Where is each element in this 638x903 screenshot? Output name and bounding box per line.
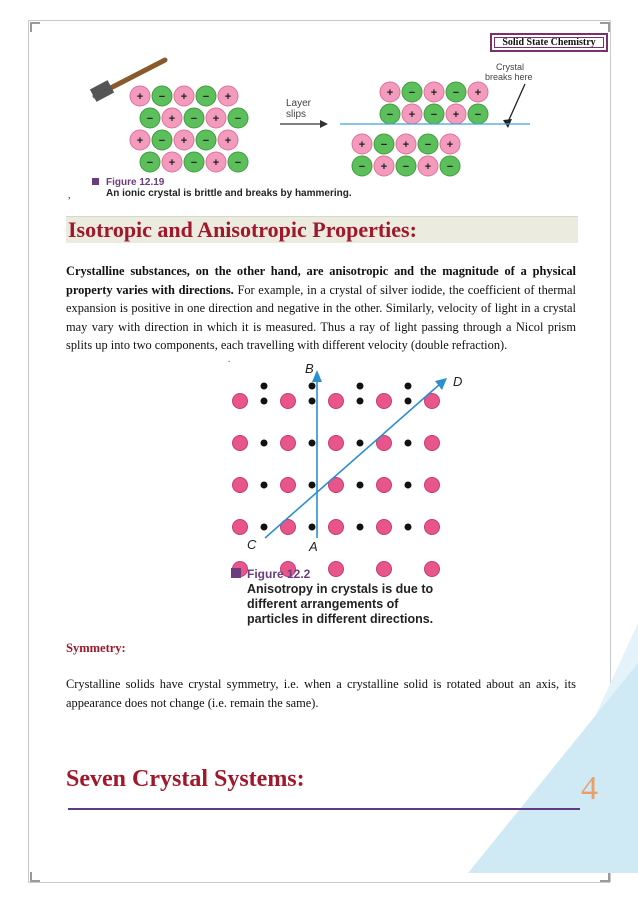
svg-text:+: +: [446, 139, 454, 151]
lattice-particle-pink: [377, 562, 392, 577]
ion-right: [380, 82, 400, 102]
frame-corner-bl: [30, 872, 40, 882]
ion-right: [446, 82, 466, 102]
ion-left: [152, 86, 172, 106]
ion-right: [424, 82, 444, 102]
svg-text:+: +: [136, 135, 144, 147]
svg-text:−: −: [408, 87, 416, 99]
lattice-particle-black: [357, 524, 364, 531]
ion-left: [184, 108, 204, 128]
right-ion-lattice: [352, 82, 488, 176]
lattice-particle-black: [309, 398, 316, 405]
ion-right: [468, 104, 488, 124]
figure-ionic-crystal: [68, 58, 540, 201]
svg-text:+: +: [168, 157, 176, 169]
ion-right: [468, 82, 488, 102]
figure-mid-caption-line3: particles in different directions.: [247, 612, 434, 626]
ion-right: [352, 156, 372, 176]
header-label: Solid State Chemistry: [502, 37, 596, 48]
frame-bottom-line: [28, 882, 610, 883]
figure-mid-caption-line2: different arrangements of: [247, 597, 399, 611]
ion-right: [380, 104, 400, 124]
ion-left: [196, 130, 216, 150]
lattice-particle-black: [261, 524, 268, 531]
lattice-particle-black: [261, 482, 268, 489]
ion-right: [402, 82, 422, 102]
ion-right: [402, 104, 422, 124]
ion-right: [396, 156, 416, 176]
svg-text:+: +: [402, 139, 410, 151]
break-arrow-line: [508, 84, 525, 122]
lattice-particle-black: [357, 383, 364, 390]
svg-text:−: −: [202, 91, 210, 103]
caption-marker-square: [92, 178, 99, 185]
svg-text:−: −: [424, 139, 432, 151]
frame-corner-tr: [600, 22, 610, 32]
svg-text:+: +: [224, 135, 232, 147]
section-title-isotropic: Isotropic and Anisotropic Properties:: [68, 217, 417, 242]
slip-arrow-head: [320, 120, 328, 128]
ion-right: [418, 134, 438, 154]
left-ion-lattice: [130, 86, 248, 172]
lattice-particle-black: [405, 383, 412, 390]
svg-text:−: −: [386, 109, 394, 121]
svg-text:−: −: [446, 161, 454, 173]
svg-text:+: +: [212, 157, 220, 169]
page-number: 4: [581, 770, 598, 807]
frame-corner-tl: [30, 22, 40, 32]
svg-text:−: −: [146, 157, 154, 169]
crystal-label-2: breaks here: [485, 72, 533, 82]
lattice-particle-pink: [377, 478, 392, 493]
ion-left: [228, 152, 248, 172]
label-c: C: [247, 537, 257, 552]
lattice-particle-pink: [377, 394, 392, 409]
svg-text:−: −: [202, 135, 210, 147]
svg-text:−: −: [234, 157, 242, 169]
figure-mid-caption-number: Figure 12.2: [247, 567, 311, 581]
lattice-particle-black: [261, 440, 268, 447]
svg-text:+: +: [408, 109, 416, 121]
svg-text:−: −: [402, 161, 410, 173]
ion-left: [140, 108, 160, 128]
lattice-particle-black: [261, 398, 268, 405]
ion-right: [352, 134, 372, 154]
svg-text:−: −: [146, 113, 154, 125]
lattice-particle-pink: [425, 562, 440, 577]
lattice-particle-pink: [425, 478, 440, 493]
svg-text:−: −: [190, 113, 198, 125]
figure-top-caption-text: An ionic crystal is brittle and breaks by hammering.: [106, 188, 352, 199]
lattice-particle-black: [309, 482, 316, 489]
svg-text:−: −: [358, 161, 366, 173]
label-d: D: [453, 374, 463, 389]
svg-text:−: −: [234, 113, 242, 125]
svg-text:+: +: [358, 139, 366, 151]
lattice-particle-black: [357, 482, 364, 489]
svg-text:−: −: [190, 157, 198, 169]
ion-right: [424, 104, 444, 124]
lattice-particle-black: [405, 440, 412, 447]
layer-label-2: slips: [286, 109, 307, 120]
svg-text:+: +: [168, 113, 176, 125]
section-title-seven-crystal: Seven Crystal Systems:: [66, 766, 305, 792]
svg-text:+: +: [424, 161, 432, 173]
lattice-particle-pink: [329, 520, 344, 535]
svg-text:+: +: [430, 87, 438, 99]
svg-text:−: −: [452, 87, 460, 99]
lattice-particle-black: [309, 383, 316, 390]
frame-left-line: [28, 20, 29, 882]
label-b: B: [305, 361, 314, 376]
lattice-particle-black: [261, 383, 268, 390]
ion-right: [374, 156, 394, 176]
crystal-label-1: Crystal: [496, 62, 525, 72]
figure-mid-caption-line1: Anisotropy in crystals is due to: [247, 582, 434, 596]
lattice-particle-black: [357, 398, 364, 405]
lattice-particle-black: [357, 440, 364, 447]
svg-text:+: +: [136, 91, 144, 103]
svg-text:+: +: [474, 87, 482, 99]
svg-text:+: +: [386, 87, 394, 99]
svg-text:+: +: [452, 109, 460, 121]
figure-top-bullet: ,: [68, 190, 71, 201]
symmetry-paragraph: Crystalline solids have crystal symmetry, i.e. when a crystalline solid is rotated about an axis, its appearance does not change (i.e. remain the same).: [66, 677, 576, 710]
lattice-particle-black: [309, 440, 316, 447]
ion-left: [140, 152, 160, 172]
svg-text:+: +: [212, 113, 220, 125]
svg-text:−: −: [380, 139, 388, 151]
lattice-particle-pink: [233, 478, 248, 493]
lattice-particle-pink: [233, 520, 248, 535]
ion-left: [162, 152, 182, 172]
svg-text:−: −: [430, 109, 438, 121]
lattice-particle-black: [309, 524, 316, 531]
ion-right: [396, 134, 416, 154]
ion-left: [206, 152, 226, 172]
lattice-particle-pink: [233, 394, 248, 409]
lattice-particle-pink: [377, 520, 392, 535]
axis-cd-arrowhead: [435, 378, 447, 390]
ion-left: [218, 86, 238, 106]
ion-left: [174, 130, 194, 150]
ion-left: [218, 130, 238, 150]
ion-left: [206, 108, 226, 128]
ion-left: [152, 130, 172, 150]
ion-left: [184, 152, 204, 172]
lattice-particle-pink: [281, 436, 296, 451]
anisotropic-paragraph-rest: For example, in a crystal of silver iodide, the coefficient of thermal expansion is positive in one direction and negative in the other. Similarly, velocity of light in a crystal may vary with direction in which it is measured. Thus a ray of light passing through a Nicol prism splits up into two components, each travelling with different velocity (double refraction).: [66, 282, 576, 353]
lattice-particle-pink: [329, 394, 344, 409]
caption-marker-square: [231, 568, 241, 578]
figure-mid-dot-mark: .: [228, 354, 231, 364]
label-a: A: [309, 539, 318, 554]
anisotropic-paragraph: [66, 262, 576, 355]
ion-left: [174, 86, 194, 106]
svg-text:−: −: [158, 135, 166, 147]
lattice-particle-pink: [425, 436, 440, 451]
layer-label-1: Layer: [286, 98, 312, 109]
figure-top-caption-number: Figure 12.19: [106, 177, 165, 188]
ion-left: [228, 108, 248, 128]
ion-left: [196, 86, 216, 106]
frame-top-line: [28, 20, 610, 21]
lattice-particle-black: [405, 398, 412, 405]
lattice-particle-pink: [281, 478, 296, 493]
symmetry-heading: Symmetry:: [66, 641, 126, 655]
anisotropic-paragraph-bold: Crystalline substances, on the other hand, are anisotropic and the magnitude of a physical property varies with directions.: [66, 264, 576, 297]
lattice-particle-black: [405, 524, 412, 531]
ion-left: [130, 130, 150, 150]
lattice-particle-pink: [329, 562, 344, 577]
svg-text:+: +: [180, 135, 188, 147]
figure-anisotropy: [225, 354, 490, 633]
lattice-particle-pink: [329, 436, 344, 451]
ion-right: [446, 104, 466, 124]
svg-text:+: +: [224, 91, 232, 103]
ion-left: [130, 86, 150, 106]
ion-right: [440, 156, 460, 176]
svg-text:−: −: [158, 91, 166, 103]
header-label-box: [490, 33, 608, 52]
lattice-particle-black: [405, 482, 412, 489]
ion-right: [418, 156, 438, 176]
title-underline: [68, 808, 580, 810]
svg-text:−: −: [474, 109, 482, 121]
ion-right: [374, 134, 394, 154]
lattice-particle-pink: [233, 436, 248, 451]
svg-text:+: +: [380, 161, 388, 173]
lattice-particle-pink: [281, 394, 296, 409]
frame-corner-br: [600, 872, 610, 882]
ion-left: [162, 108, 182, 128]
lattice-particle-pink: [425, 520, 440, 535]
ion-right: [440, 134, 460, 154]
svg-text:+: +: [180, 91, 188, 103]
